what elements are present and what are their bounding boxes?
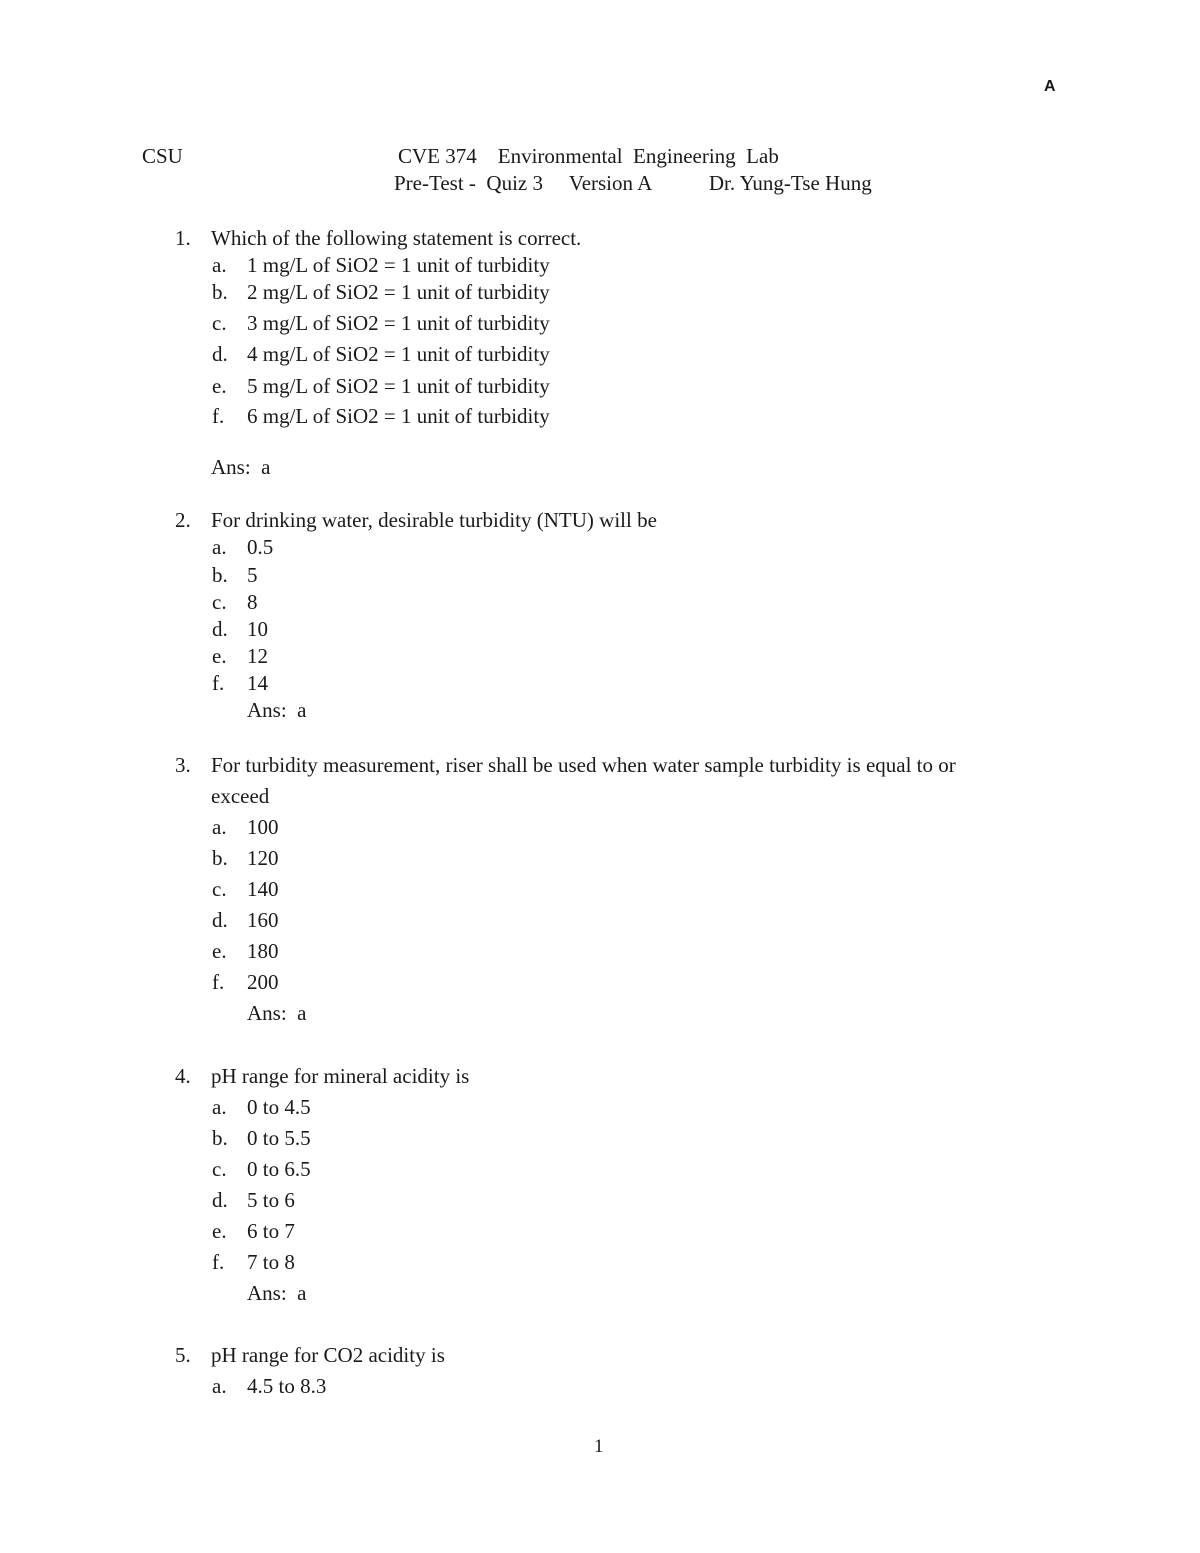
question-number: 2. (175, 508, 191, 532)
option-letter: b. (212, 846, 228, 870)
option-letter: a. (212, 253, 227, 277)
option-letter: f. (212, 404, 225, 428)
page-number: 1 (594, 1436, 604, 1457)
option-text: 0 to 6.5 (247, 1157, 311, 1181)
option-letter: e. (212, 1219, 227, 1243)
option-letter: f. (212, 671, 225, 695)
option-text: 180 (247, 939, 279, 963)
option-letter: a. (212, 535, 227, 559)
option-letter: a. (212, 1095, 227, 1119)
question-number: 4. (175, 1064, 191, 1088)
option-letter: a. (212, 815, 227, 839)
option-text: 1 mg/L of SiO2 = 1 unit of turbidity (247, 253, 550, 277)
option-letter: d. (212, 342, 228, 366)
option-text: 5 to 6 (247, 1188, 295, 1212)
option-text: 140 (247, 877, 279, 901)
option-text: 12 (247, 644, 268, 668)
question-text-continued: exceed (211, 784, 270, 808)
option-text: 200 (247, 970, 279, 994)
option-letter: e. (212, 644, 227, 668)
answer: Ans: a (211, 455, 271, 479)
option-text: 10 (247, 617, 268, 641)
option-letter: a. (212, 1374, 227, 1398)
option-letter: b. (212, 563, 228, 587)
option-text: 0 to 5.5 (247, 1126, 311, 1150)
option-text: 120 (247, 846, 279, 870)
question-text: pH range for mineral acidity is (211, 1064, 470, 1088)
option-text: 160 (247, 908, 279, 932)
option-letter: e. (212, 374, 227, 398)
option-letter: d. (212, 617, 228, 641)
school-name: CSU (142, 144, 183, 168)
option-letter: c. (212, 590, 227, 614)
option-text: 5 (247, 563, 258, 587)
quiz-info: Pre-Test - Quiz 3 Version A Dr. Yung-Tse Hung (394, 171, 872, 195)
question-text: For turbidity measurement, riser shall be used when water sample turbidity is equal to or (211, 753, 956, 777)
option-letter: c. (212, 311, 227, 335)
option-letter: d. (212, 908, 228, 932)
option-text: 0 to 4.5 (247, 1095, 311, 1119)
option-letter: f. (212, 970, 225, 994)
option-text: 5 mg/L of SiO2 = 1 unit of turbidity (247, 374, 550, 398)
option-letter: b. (212, 280, 228, 304)
option-letter: c. (212, 877, 227, 901)
question-number: 5. (175, 1343, 191, 1367)
question-text: Which of the following statement is correct. (211, 226, 582, 250)
option-text: 3 mg/L of SiO2 = 1 unit of turbidity (247, 311, 550, 335)
course-title: CVE 374 Environmental Engineering Lab (398, 144, 779, 168)
option-text: 4 mg/L of SiO2 = 1 unit of turbidity (247, 342, 550, 366)
question-number: 1. (175, 226, 191, 250)
option-letter: c. (212, 1157, 227, 1181)
option-text: 2 mg/L of SiO2 = 1 unit of turbidity (247, 280, 550, 304)
option-text: 7 to 8 (247, 1250, 295, 1274)
option-letter: e. (212, 939, 227, 963)
version-mark: A (1044, 78, 1056, 95)
answer: Ans: a (247, 1281, 307, 1305)
option-letter: b. (212, 1126, 228, 1150)
question-text: pH range for CO2 acidity is (211, 1343, 445, 1367)
option-text: 14 (247, 671, 268, 695)
question-text: For drinking water, desirable turbidity (NTU) will be (211, 508, 657, 532)
option-text: 100 (247, 815, 279, 839)
question-number: 3. (175, 753, 191, 777)
option-text: 6 to 7 (247, 1219, 295, 1243)
answer: Ans: a (247, 1001, 307, 1025)
answer: Ans: a (247, 698, 307, 722)
option-text: 0.5 (247, 535, 274, 559)
option-text: 8 (247, 590, 258, 614)
option-letter: d. (212, 1188, 228, 1212)
option-text: 4.5 to 8.3 (247, 1374, 327, 1398)
option-letter: f. (212, 1250, 225, 1274)
option-text: 6 mg/L of SiO2 = 1 unit of turbidity (247, 404, 550, 428)
